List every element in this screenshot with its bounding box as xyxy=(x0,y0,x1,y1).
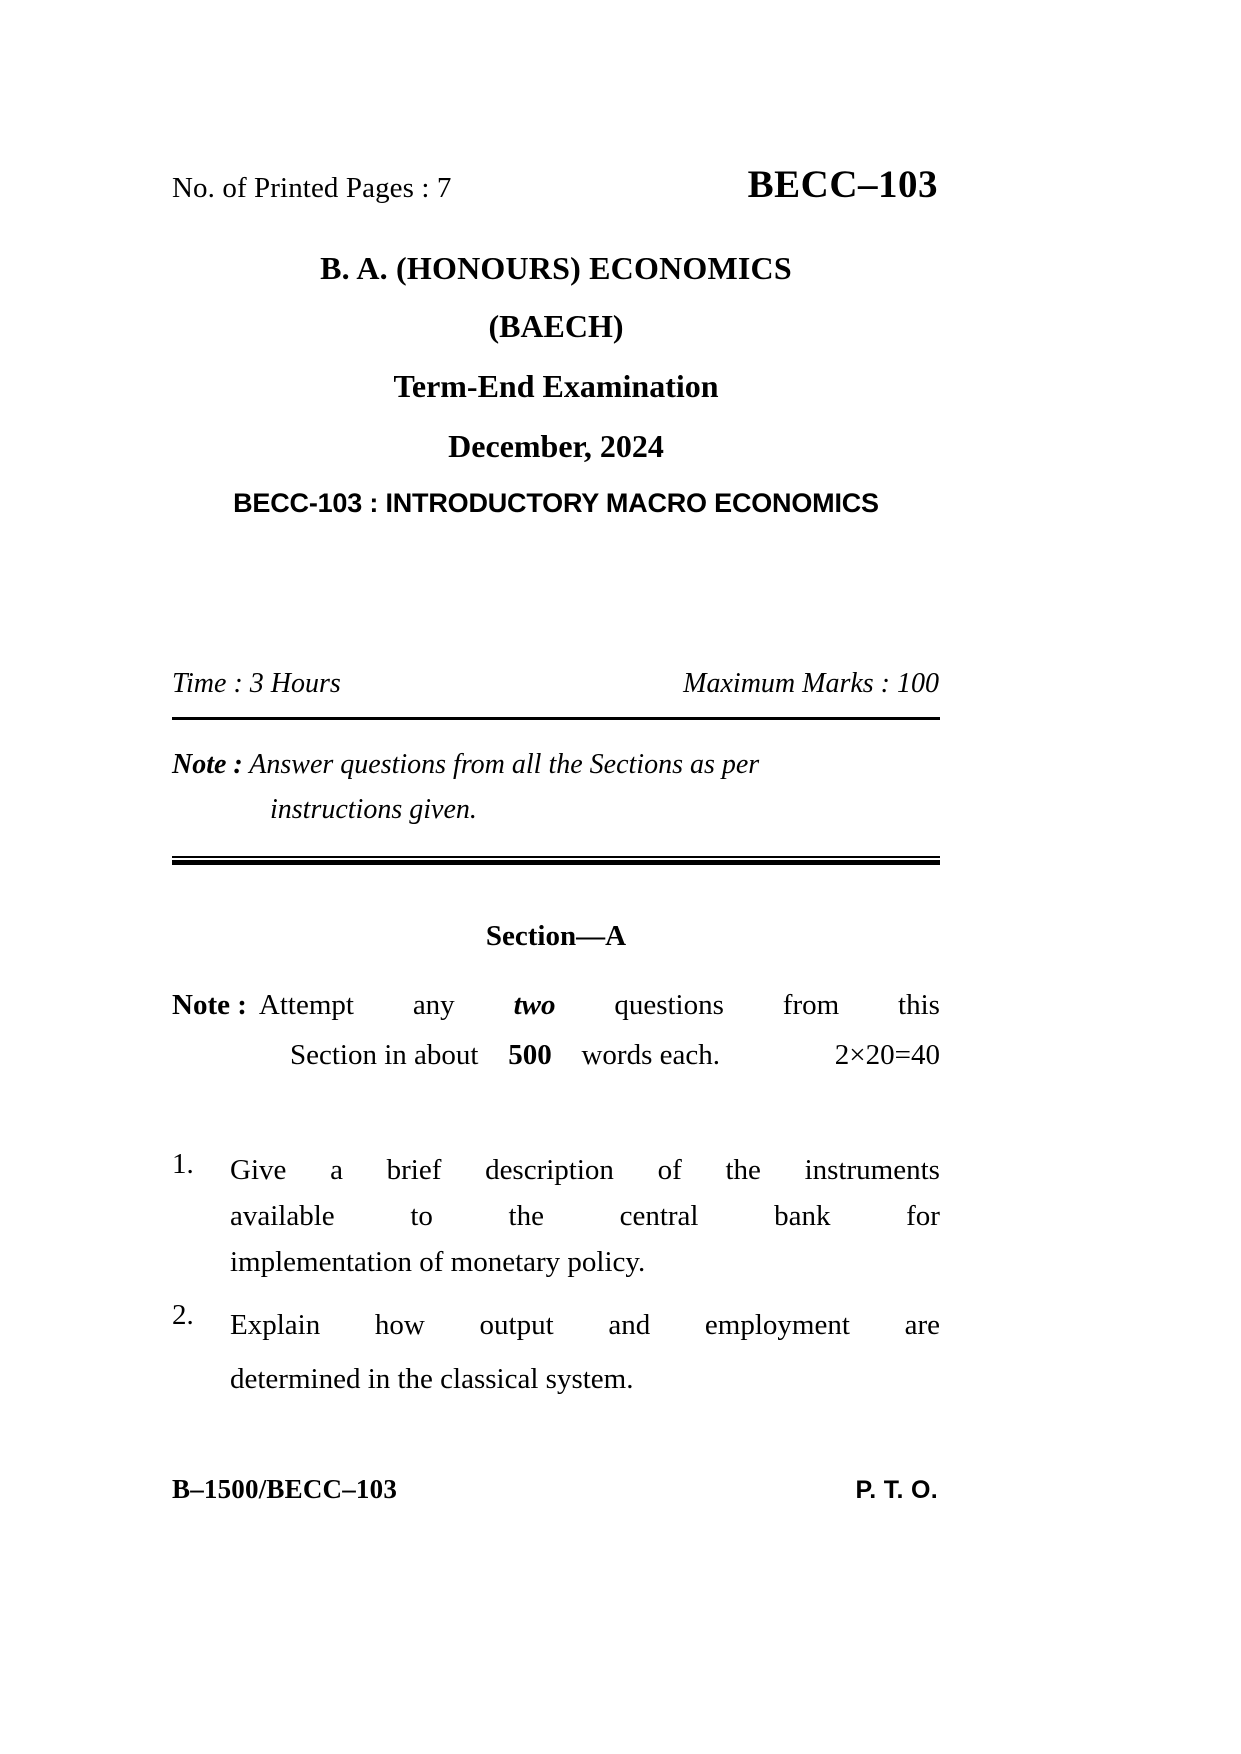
question-word: the xyxy=(725,1154,761,1186)
question-word: description xyxy=(485,1154,614,1186)
question-number: 2. xyxy=(172,1299,194,1332)
question-word: to xyxy=(410,1199,433,1232)
question-item xyxy=(172,1148,940,1285)
exam-info-row xyxy=(172,668,940,700)
general-note-line-1: Answer questions from all the Sections as per xyxy=(249,749,760,780)
question-line: implementation of monetary policy. xyxy=(230,1245,646,1278)
exam-type: Term-End Examination xyxy=(393,368,719,404)
general-note xyxy=(172,742,940,833)
section-a-note-line2-prefix: Section in about xyxy=(290,1038,479,1071)
question-word: brief xyxy=(386,1154,442,1186)
printed-pages-label: No. of Printed Pages : 7 xyxy=(172,172,452,204)
exam-duration: Time : 3 Hours xyxy=(172,668,341,699)
section-a-note-word-questions: questions xyxy=(614,989,724,1021)
question-word: employment xyxy=(704,1309,850,1342)
question-word: Give xyxy=(230,1154,287,1186)
exam-date: December, 2024 xyxy=(448,428,664,464)
question-word: and xyxy=(608,1309,651,1342)
programme-code: (BAECH) xyxy=(488,308,624,344)
footer-pto-label: P. T. O. xyxy=(855,1476,938,1504)
section-a-note-line2-suffix: words each. xyxy=(581,1038,720,1071)
section-a-marks-allocation: 2×20=40 xyxy=(834,1038,940,1071)
question-word: output xyxy=(479,1309,554,1342)
question-word: Explain xyxy=(230,1309,321,1342)
footer-paper-code: B–1500/BECC–103 xyxy=(172,1474,398,1504)
section-a-note-word-two: two xyxy=(513,989,556,1021)
section-a-note-word-from: from xyxy=(782,989,840,1021)
section-a-note-word-any: any xyxy=(412,989,455,1021)
section-a-note xyxy=(172,982,940,1079)
title-block xyxy=(172,252,940,522)
question-word: for xyxy=(906,1199,940,1232)
question-number: 1. xyxy=(172,1148,194,1180)
general-note-line-2: instructions given. xyxy=(270,794,477,826)
question-word: of xyxy=(657,1154,682,1186)
question-word: how xyxy=(374,1309,425,1342)
question-word: the xyxy=(508,1199,544,1232)
question-text xyxy=(230,1148,940,1285)
header-meta-row xyxy=(172,162,940,207)
question-word: are xyxy=(904,1309,940,1342)
section-a-title: Section—A xyxy=(485,920,627,952)
question-word: instruments xyxy=(804,1154,940,1186)
subject-title: BECC-103 : INTRODUCTORY MACRO ECONOMICS xyxy=(233,488,879,518)
course-code-heading: BECC–103 xyxy=(747,163,938,206)
question-line: determined in the classical system. xyxy=(230,1363,634,1396)
question-word: available xyxy=(230,1199,335,1232)
section-a-note-label: Note : xyxy=(172,989,247,1021)
section-a-note-word-count: 500 xyxy=(508,1038,552,1071)
section-a-note-word-attempt: Attempt xyxy=(258,989,354,1021)
question-word: bank xyxy=(774,1199,831,1232)
page-footer xyxy=(172,1474,940,1505)
programme-title: B. A. (HONOURS) ECONOMICS xyxy=(320,250,792,286)
section-a-question-list xyxy=(172,1148,940,1421)
question-word: a xyxy=(330,1154,343,1186)
horizontal-rule-double xyxy=(172,856,940,865)
question-word: central xyxy=(619,1199,699,1232)
question-text xyxy=(230,1299,940,1407)
exam-maximum-marks: Maximum Marks : 100 xyxy=(683,668,939,699)
section-a-note-word-this: this xyxy=(898,989,940,1021)
horizontal-rule-single xyxy=(172,717,940,720)
general-note-label: Note : xyxy=(172,749,243,780)
question-item xyxy=(172,1299,940,1407)
